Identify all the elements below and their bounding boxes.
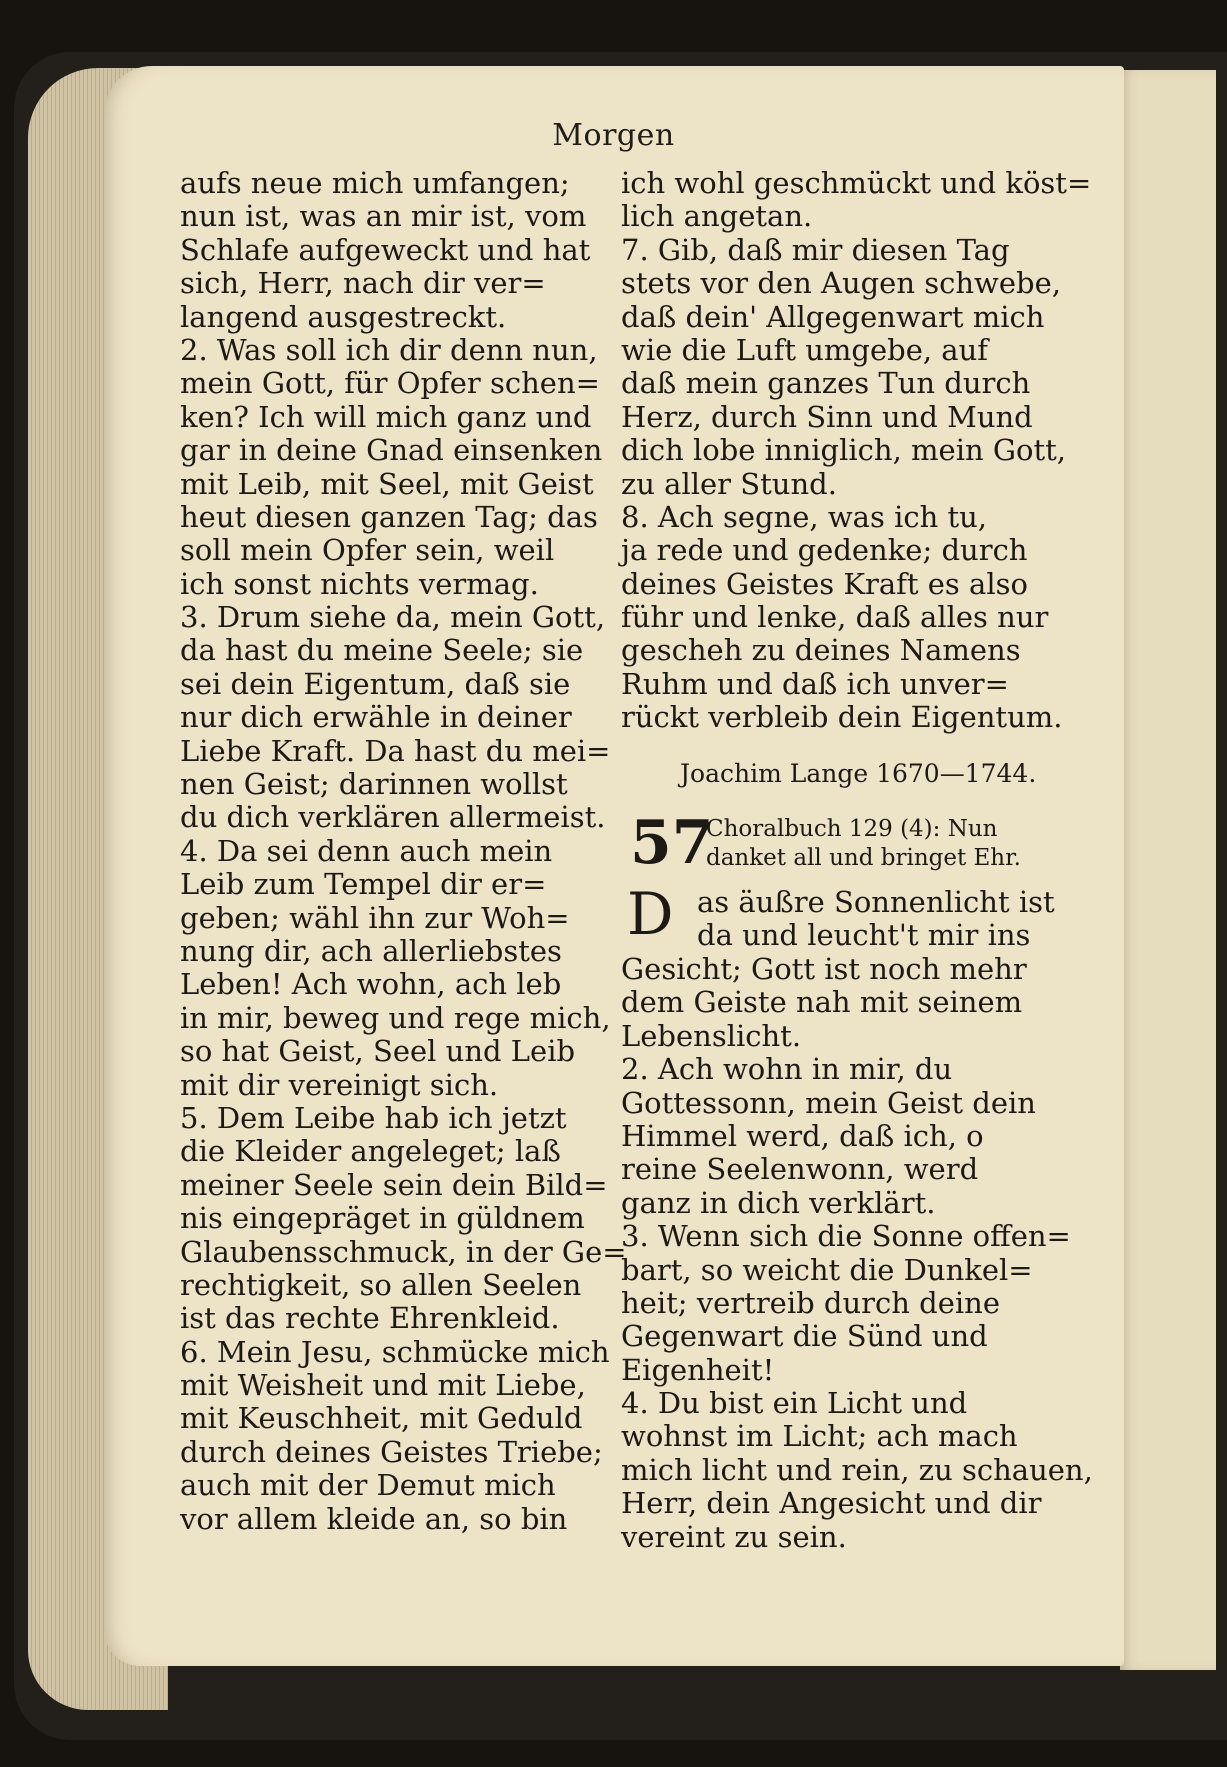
- running-head: Morgen: [552, 118, 675, 153]
- left-column: [180, 166, 627, 1536]
- text-line: sei dein Eigentum, daß sie: [180, 666, 571, 701]
- text-line: Gegenwart die Sünd und: [621, 1319, 988, 1354]
- text-line: du dich verklären allermeist.: [180, 800, 606, 835]
- text-line: vereint zu sein.: [621, 1519, 847, 1554]
- text-line: rückt verbleib dein Eigentum.: [621, 700, 1063, 735]
- text-line: 3. Drum siehe da, mein Gott,: [180, 600, 606, 635]
- text-line: mit dir vereinigt sich.: [180, 1067, 499, 1102]
- right-column-upper: [621, 166, 1092, 735]
- facing-page: [1120, 70, 1216, 1670]
- text-line: ich sonst nichts vermag.: [180, 566, 539, 601]
- text-line: dich lobe inniglich, mein Gott,: [621, 433, 1067, 468]
- text-line: zu aller Stund.: [621, 466, 837, 501]
- text-line: Leib zum Tempel dir er=: [180, 867, 547, 902]
- text-line: Leben! Ach wohn, ach leb: [180, 967, 562, 1002]
- text-line: as äußre Sonnenlicht ist: [697, 885, 1055, 919]
- text-line: 8. Ach segne, was ich tu,: [621, 499, 988, 534]
- text-line: aufs neue mich umfangen;: [180, 166, 570, 200]
- text-line: ken? Ich will mich ganz und: [180, 399, 592, 434]
- text-line: geben; wähl ihn zur Woh=: [180, 900, 570, 935]
- text-line: mich licht und rein, zu schauen,: [621, 1452, 1093, 1487]
- text-line: 7. Gib, daß mir diesen Tag: [621, 232, 1010, 267]
- text-line: soll mein Opfer sein, weil: [180, 533, 555, 568]
- text-line: reine Seelenwonn, werd: [621, 1152, 979, 1187]
- text-line: heit; vertreib durch deine: [621, 1285, 1000, 1320]
- text-line: in mir, beweg und rege mich,: [180, 1000, 611, 1035]
- choral-line: Choralbuch 129 (4): Nun: [706, 816, 998, 842]
- hymn-author: Joachim Lange 1670—1744.: [680, 759, 1037, 788]
- choral-reference: [706, 815, 1046, 873]
- text-line: ja rede und gedenke; durch: [621, 533, 1028, 568]
- text-line: mit Weisheit und mit Liebe,: [180, 1368, 586, 1403]
- text-line: da hast du meine Seele; sie: [180, 633, 584, 668]
- text-line: lich angetan.: [621, 199, 813, 234]
- text-line: Lebenslicht.: [621, 1018, 802, 1053]
- text-line: mit Leib, mit Seel, mit Geist: [180, 466, 594, 501]
- text-line: so hat Geist, Seel und Leib: [180, 1034, 576, 1069]
- hymn-number: 57: [630, 808, 714, 878]
- text-line: gescheh zu deines Namens: [621, 633, 1021, 668]
- text-line: Glaubensschmuck, in der Ge=: [180, 1234, 627, 1269]
- text-line: durch deines Geistes Triebe;: [180, 1434, 603, 1469]
- text-line: ganz in dich verklärt.: [621, 1185, 936, 1220]
- text-line: sich, Herr, nach dir ver=: [180, 266, 546, 301]
- text-line: dem Geiste nah mit seinem: [621, 985, 1023, 1020]
- text-line: Herz, durch Sinn und Mund: [621, 399, 1033, 434]
- text-line: 3. Wenn sich die Sonne offen=: [621, 1219, 1071, 1254]
- text-line: nung dir, ach allerliebstes: [180, 933, 562, 968]
- text-line: mein Gott, für Opfer schen=: [180, 366, 600, 401]
- text-line: die Kleider angeleget; laß: [180, 1134, 561, 1169]
- text-line: 4. Du bist ein Licht und: [621, 1386, 968, 1421]
- text-line: Ruhm und daß ich unver=: [621, 666, 1009, 701]
- text-line: ich wohl geschmückt und köst=: [621, 166, 1092, 200]
- text-line: wohnst im Licht; ach mach: [621, 1419, 1018, 1454]
- text-line: da und leucht't mir ins: [697, 918, 1031, 953]
- text-line: daß dein' Allgegenwart mich: [621, 299, 1045, 334]
- text-line: nis eingepräget in güldnem: [180, 1201, 585, 1236]
- text-line: Liebe Kraft. Da hast du mei=: [180, 733, 611, 768]
- text-line: gar in deine Gnad einsenken: [180, 433, 603, 468]
- text-line: Herr, dein Angesicht und dir: [621, 1486, 1042, 1521]
- text-line: rechtigkeit, so allen Seelen: [180, 1267, 582, 1302]
- text-line: heut diesen ganzen Tag; das: [180, 499, 598, 534]
- text-line: 2. Was soll ich dir denn nun,: [180, 332, 598, 367]
- text-line: 6. Mein Jesu, schmücke mich: [180, 1334, 610, 1369]
- text-line: meiner Seele sein dein Bild=: [180, 1167, 608, 1202]
- text-line: 2. Ach wohn in mir, du: [621, 1052, 953, 1087]
- text-line: nen Geist; darinnen wollst: [180, 767, 568, 802]
- text-line: 4. Da sei denn auch mein: [180, 833, 553, 868]
- choral-line: danket all und bringet Ehr.: [706, 845, 1021, 871]
- text-line: 5. Dem Leibe hab ich jetzt: [180, 1100, 567, 1135]
- text-line: wie die Luft umgebe, auf: [621, 332, 989, 367]
- right-column-lower: [621, 952, 1093, 1554]
- text-line: Gesicht; Gott ist noch mehr: [621, 952, 1027, 986]
- text-line: vor allem kleide an, so bin: [180, 1501, 568, 1536]
- drop-initial: D: [627, 880, 674, 948]
- text-line: bart, so weicht die Dunkel=: [621, 1252, 1033, 1287]
- text-line: Schlafe aufgeweckt und hat: [180, 232, 591, 267]
- hymn-first-lines: [697, 886, 1055, 953]
- text-line: auch mit der Demut mich: [180, 1468, 556, 1503]
- text-line: Gottessonn, mein Geist dein: [621, 1085, 1036, 1120]
- text-line: stets vor den Augen schwebe,: [621, 266, 1061, 301]
- text-line: führ und lenke, daß alles nur: [621, 600, 1049, 635]
- text-line: mit Keuschheit, mit Geduld: [180, 1401, 583, 1436]
- text-line: deines Geistes Kraft es also: [621, 566, 1028, 601]
- text-line: Himmel werd, daß ich, o: [621, 1118, 984, 1153]
- text-line: nun ist, was an mir ist, vom: [180, 199, 587, 234]
- text-line: daß mein ganzes Tun durch: [621, 366, 1031, 401]
- text-line: langend ausgestreckt.: [180, 299, 507, 334]
- text-line: Eigenheit!: [621, 1352, 775, 1387]
- text-line: nur dich erwähle in deiner: [180, 700, 572, 735]
- text-line: ist das rechte Ehrenkleid.: [180, 1301, 560, 1336]
